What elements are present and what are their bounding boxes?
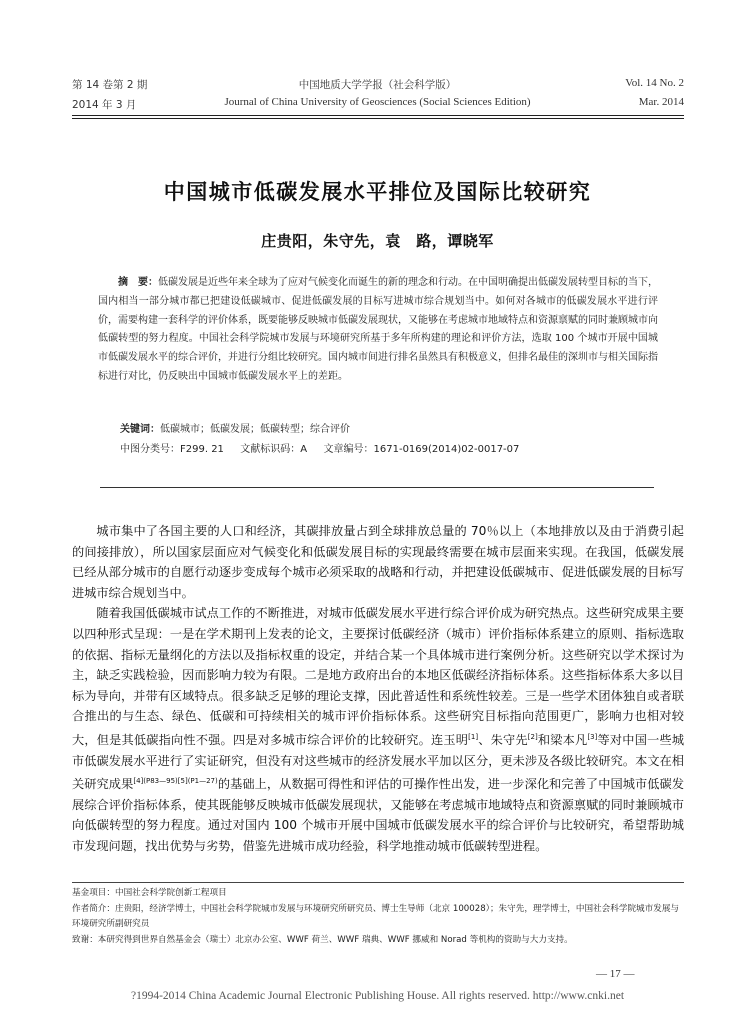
footnote-author: 作者简介：庄贵阳，经济学博士，中国社会科学院城市发展与环境研究所研究员、博士生导师（北京 100028）；朱守先，理学博士，中国社会科学院城市发展与环境研究所副研究员 <box>72 903 680 929</box>
citation-4: [4](P83—95)[5](P1—27) <box>133 777 218 786</box>
paragraph-2 <box>72 603 684 856</box>
article-number-label: 文章编号： <box>323 444 374 455</box>
citation-1: [1] <box>468 732 479 741</box>
paragraph-1: 城市集中了各国主要的人口和经济，其碳排放量占到全球排放总量的 70％以上（本地排放以及由于消费引起的间接排放），所以国家层面应对气候变化和低碳发展目标的实现最终需要在城市层面来实现。在我国，低碳发展已经从部分城市的自愿行动逐步变成每个城市必须采取的战略和行动，并把建设低碳城市、促进低碳发展的目标写进城市综合规划当中。 <box>72 524 684 600</box>
doc-code-label: 文献标识码： <box>240 444 301 455</box>
footnote-fund: 基金项目：中国社会科学院创新工程项目 <box>72 888 227 898</box>
keywords <box>120 420 350 435</box>
clc-value: F299. 21 <box>180 444 224 455</box>
keywords-label: 关键词： <box>120 424 160 435</box>
keywords-text: 低碳城市；低碳发展；低碳转型；综合评价 <box>160 424 350 435</box>
header-rule-thin <box>72 118 684 119</box>
journal-name-en: Journal of China University of Geosciences (Social Sciences Edition) <box>224 96 531 108</box>
paragraph-2-part-d: 等对中国一些城市低碳发展水平进行了实证研究，但没有对这些城市的经济发展水平加以区分，更未涉及各级比较研究。本文在相关研究成果 <box>72 733 685 792</box>
journal-date: 2014 年 3 月 <box>72 99 137 111</box>
paragraph-2-part-c: 和梁本凡 <box>537 733 588 747</box>
copyright-line: ?1994-2014 China Academic Journal Electronic Publishing House. All rights reserved. http://www.cnki.net <box>130 990 625 1002</box>
body-text <box>72 521 684 857</box>
paragraph-2-part-e: 的基础上，从数据可得性和评估的可操作性出发，进一步深化和完善了中国城市低碳发展综合评价指标体系，使其既能够反映城市低碳发展现状，又能够在考虑城市地域特点和资源禀赋的同时兼顾城市向低碳转型的努力程度。通过对国内 100 个城市开展中国城市低碳发展水平的综合评价与比较研究，希望帮助城市发现问题，找出优势与劣势，借鉴先进城市成功经验，科学地推动城市低碳转型进程。 <box>72 777 685 854</box>
page-number: — 17 — <box>596 968 635 980</box>
citation-2: [2] <box>527 732 538 741</box>
journal-volume-issue: 第 14 卷第 2 期 <box>72 79 148 91</box>
doc-code-value: A <box>300 444 308 455</box>
paragraph-2-part-b: 、朱守先 <box>478 733 528 747</box>
journal-name-cn: 中国地质大学学报（社会科学版） <box>298 79 457 91</box>
abstract-label: 摘 要： <box>118 277 158 288</box>
journal-date-en: Mar. 2014 <box>638 96 684 108</box>
abstract <box>98 274 658 387</box>
footnote-thanks: 致谢：本研究得到世界自然基金会（瑞士）北京办公室、WWF 荷兰、WWF 瑞典、WWF 挪威和 Norad 等机构的资助与大力支持。 <box>72 934 573 945</box>
header-rule <box>72 115 684 116</box>
citation-3: [3] <box>587 732 598 741</box>
paper-authors: 庄贵阳，朱守先，袁 路，谭晓军 <box>261 232 494 250</box>
clc-label: 中图分类号： <box>120 444 180 455</box>
footnote-rule <box>72 882 684 883</box>
abstract-separator <box>100 487 654 488</box>
classification-line <box>120 440 519 455</box>
footnotes <box>72 886 684 948</box>
paper-title: 中国城市低碳发展水平排位及国际比较研究 <box>163 180 592 204</box>
abstract-text: 低碳发展是近些年来全球为了应对气候变化而诞生的新的理念和行动。在中国明确提出低碳发展转型目标的当下，国内相当一部分城市都已把建设低碳城市、促进低碳发展的目标写进城市综合规划当中。如何对各城市的低碳发展水平进行评价，需要构建一套科学的评价体系，既要能够反映城市低碳发展现状，又能够在考虑城市地域特点和资源禀赋的同时兼顾城市向低碳转型的努力程度。中国社会科学院城市发展与环境研究所基于多年所构建的理论和评价方法，选取 100 个城市开展中国城市低碳发展水平的综合评价，并进行分组比较研究。国内城市间进行排名虽然具有积极意义，但排名最佳的深圳市与相关国际指标进行对比，仍反映出中国城市低碳发展水平上的差距。 <box>98 277 658 382</box>
journal-volume-en: Vol. 14 No. 2 <box>625 77 684 89</box>
article-number-value: 1671-0169(2014)02-0017-07 <box>373 444 520 455</box>
paragraph-2-part-a: 随着我国低碳城市试点工作的不断推进，对城市低碳发展水平进行综合评价成为研究热点。这些研究成果主要以四种形式呈现：一是在学术期刊上发表的论文，主要探讨低碳经济（城市）评价指标体系建立的原则、指标选取的依据、指标无量纲化的方法以及指标权重的设定，并结合某一个具体城市进行案例分析。这些研究以学术探讨为主，缺乏实践检验，因而影响力较为有限。二是地方政府出台的本地区低碳经济指标体系。这些指标体系大多以目标为导向，并带有区域特点。很多缺乏足够的理论支撑，因此普适性和系统性较差。三是一些学术团体独自或者联合推出的与生态、绿色、低碳和可持续相关的城市评价指标体系。这些研究目标指向范围更广，影响力也相对较大，但是其低碳指向性不强。四是对多城市综合评价的比较研究。连玉明 <box>72 606 684 747</box>
